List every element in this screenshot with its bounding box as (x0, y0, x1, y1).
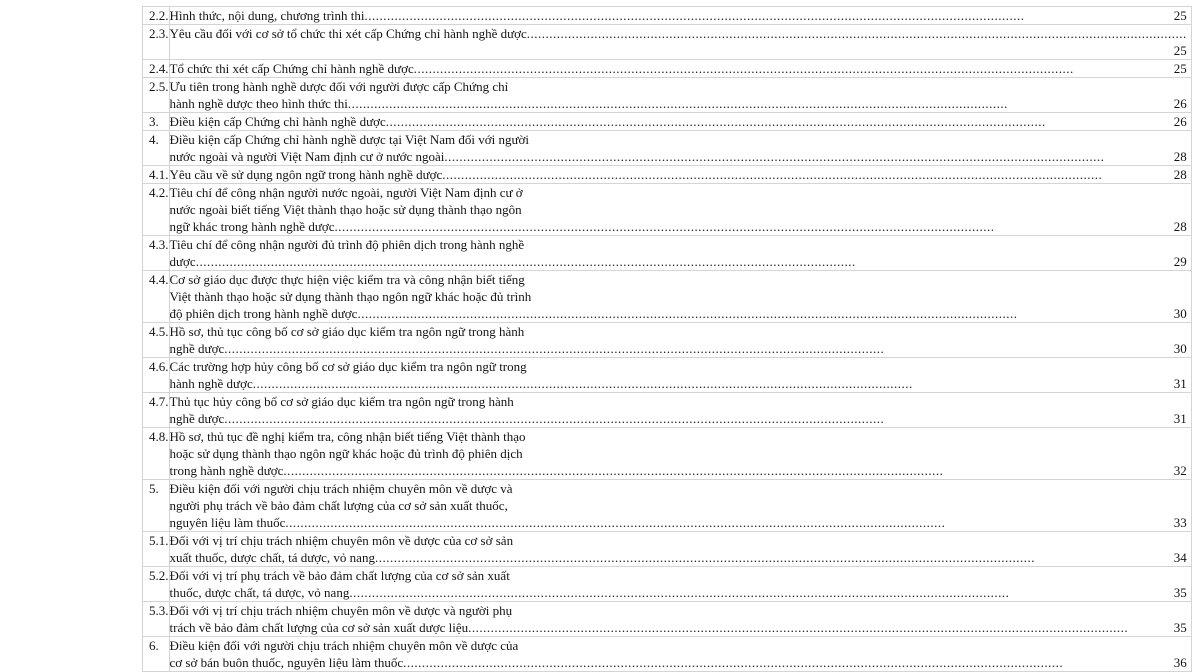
toc-entry-title: Hồ sơ, thủ tục đề nghị kiểm tra, công nhận biết tiếng Việt thành thạo (169, 429, 526, 444)
toc-entry-number: 4.4. (143, 271, 170, 323)
toc-page-number: 30 (1173, 341, 1187, 356)
toc-page-number: 31 (1173, 411, 1187, 426)
toc-entry-title: Hình thức, nội dung, chương trình thi (169, 8, 365, 23)
toc-entry-title: Thủ tục hủy công bố cơ sở giáo dục kiểm tra ngôn ngữ trong hành (169, 394, 514, 409)
toc-entry-number: 5. (143, 480, 170, 532)
toc-row (143, 60, 1192, 78)
dot-leader (285, 514, 1172, 531)
dot-leader (468, 619, 1173, 636)
toc-entry-title: người phụ trách về bảo đảm chất lượng của cơ sở sản xuất thuốc, (169, 498, 508, 513)
toc-entry-number: 3. (143, 113, 170, 131)
toc-entry-title: Đối với vị trí chịu trách nhiệm chuyên môn về dược và người phụ (169, 603, 513, 618)
toc-entry-number: 2.5. (143, 78, 170, 113)
toc-entry-cell (169, 236, 1191, 271)
dot-leader (444, 148, 1172, 165)
toc-page-number: 25 (1173, 43, 1187, 58)
toc-entry-line (170, 340, 1187, 357)
toc-entry-title: trong hành nghề dược (169, 463, 284, 478)
toc-row (143, 323, 1192, 358)
toc-entry-title: xuất thuốc, dược chất, tá dược, vỏ nang (169, 550, 375, 565)
toc-row (143, 428, 1192, 480)
toc-entry-line (170, 462, 1187, 479)
toc-entry-line (170, 218, 1187, 235)
toc-entry-cell (169, 637, 1191, 672)
toc-entry-cell (169, 602, 1191, 637)
toc-entry-line (170, 60, 1187, 77)
toc-row (143, 236, 1192, 271)
toc-entry-line (170, 549, 1187, 566)
toc-entry-title: Điều kiện đối với người chịu trách nhiệm chuyên môn về dược của (169, 638, 519, 653)
toc-entry-title: hành nghề dược (169, 376, 253, 391)
dot-leader (442, 166, 1173, 183)
toc-entry-title: Điều kiện đối với người chịu trách nhiệm chuyên môn về dược và (169, 481, 513, 496)
toc-entry-title: trách về bảo đảm chất lượng của cơ sở sản xuất dược liệu (169, 620, 469, 635)
toc-entry-number: 4.3. (143, 236, 170, 271)
toc-entry-cell (169, 358, 1191, 393)
toc-entry-title: độ phiên dịch trong hành nghề dược (169, 306, 358, 321)
toc-entry-number: 2.4. (143, 60, 170, 78)
toc-row (143, 602, 1192, 637)
toc-entry-title: Cơ sở giáo dục được thực hiện việc kiểm tra và công nhận biết tiếng (169, 272, 525, 287)
toc-entry-title: thuốc, dược chất, tá dược, vỏ nang (169, 585, 350, 600)
dot-leader (348, 95, 1173, 112)
toc-entry-title: nước ngoài và người Việt Nam định cư ở nước ngoài (169, 149, 445, 164)
toc-entry-cell (169, 25, 1191, 60)
toc-entry-number: 4. (143, 131, 170, 166)
toc-row (143, 166, 1192, 184)
toc-entry-cell (169, 131, 1191, 166)
toc-entry-title: cơ sở bán buôn thuốc, nguyên liệu làm thuốc (169, 655, 404, 670)
toc-entry-line (170, 619, 1187, 636)
dot-leader (224, 410, 1173, 427)
toc-row (143, 480, 1192, 532)
toc-entry-cell (169, 184, 1191, 236)
dot-leader (335, 218, 1173, 235)
toc-page-number: 30 (1173, 306, 1187, 321)
toc-entry-title: Các trường hợp hủy công bố cơ sở giáo dục kiểm tra ngôn ngữ trong (169, 359, 527, 374)
toc-page-number: 32 (1173, 463, 1187, 478)
dot-leader (196, 253, 1173, 270)
toc-entry-title: Đối với vị trí chịu trách nhiệm chuyên môn về dược của cơ sở sản (169, 533, 514, 548)
toc-entry-cell (169, 7, 1191, 25)
toc-entry-cell (169, 428, 1191, 480)
toc-entry-number: 5.2. (143, 567, 170, 602)
toc-entry-title: nước ngoài biết tiếng Việt thành thạo hoặc sử dụng thành thạo ngôn (169, 202, 522, 217)
toc-entry-title: Điều kiện cấp Chứng chỉ hành nghề dược (169, 114, 386, 129)
toc-entry-title: hoặc sử dụng thành thạo ngôn ngữ khác hoặc đủ trình độ phiên dịch (169, 446, 523, 461)
toc-entry-line (170, 253, 1187, 270)
toc-entry-title: Đối với vị trí phụ trách về bảo đảm chất lượng của cơ sở sản xuất (169, 568, 510, 583)
toc-entry-number: 2.2. (143, 7, 170, 25)
toc-entry-line (170, 113, 1187, 130)
dot-leader (224, 340, 1173, 357)
toc-body (143, 7, 1192, 672)
toc-entry-cell (169, 113, 1191, 131)
toc-entry-line (170, 375, 1187, 392)
toc-entry-number: 6. (143, 637, 170, 672)
toc-entry-line (170, 305, 1187, 322)
toc-row (143, 25, 1192, 60)
toc-row (143, 7, 1192, 25)
toc-entry-title: Hồ sơ, thủ tục công bố cơ sở giáo dục kiểm tra ngôn ngữ trong hành (169, 324, 525, 339)
toc-entry-line (170, 410, 1187, 427)
toc-entry-cell (169, 567, 1191, 602)
toc-row (143, 567, 1192, 602)
dot-leader (349, 584, 1172, 601)
toc-entry-title: Tiêu chí để công nhận người đủ trình độ phiên dịch trong hành nghề (169, 237, 525, 252)
toc-entry-cell (169, 78, 1191, 113)
toc-page-number: 25 (1173, 61, 1187, 76)
toc-page-number: 35 (1173, 620, 1187, 635)
toc-entry-line (170, 7, 1187, 24)
table-of-contents (142, 6, 1192, 672)
toc-entry-title: dược (169, 254, 196, 269)
dot-leader (375, 549, 1173, 566)
dot-leader (527, 25, 1187, 42)
toc-entry-number: 4.8. (143, 428, 170, 480)
toc-page-number: 28 (1173, 167, 1187, 182)
toc-entry-cell (169, 532, 1191, 567)
toc-page-number: 26 (1173, 114, 1187, 129)
toc-page-number: 34 (1173, 550, 1187, 565)
toc-entry-line (170, 95, 1187, 112)
toc-entry-cell (169, 323, 1191, 358)
toc-entry-line (170, 166, 1187, 183)
toc-row (143, 271, 1192, 323)
toc-entry-title: nghề dược (169, 411, 225, 426)
toc-entry-number: 2.3. (143, 25, 170, 60)
toc-entry-cell (169, 166, 1191, 184)
toc-entry-title: nghề dược (169, 341, 225, 356)
toc-entry-number: 5.3. (143, 602, 170, 637)
toc-entry-cell (169, 480, 1191, 532)
dot-leader (253, 375, 1173, 392)
toc-page-number: 25 (1173, 8, 1187, 23)
toc-entry-cell (169, 393, 1191, 428)
toc-page-number: 31 (1173, 376, 1187, 391)
dot-leader (283, 462, 1172, 479)
toc-entry-number: 4.1. (143, 166, 170, 184)
toc-page-number: 33 (1173, 515, 1187, 530)
toc-entry-number: 4.7. (143, 393, 170, 428)
toc-entry-title: Yêu cầu về sử dụng ngôn ngữ trong hành nghề dược (169, 167, 443, 182)
toc-entry-line (170, 25, 1187, 42)
toc-entry-number: 4.5. (143, 323, 170, 358)
toc-row (143, 113, 1192, 131)
toc-entry-title: Điều kiện cấp Chứng chỉ hành nghề dược tại Việt Nam đối với người (169, 132, 530, 147)
toc-entry-line (170, 148, 1187, 165)
toc-entry-cell (169, 60, 1191, 78)
toc-page-number: 28 (1173, 149, 1187, 164)
toc-row (143, 358, 1192, 393)
toc-entry-title: hành nghề dược theo hình thức thi (169, 96, 348, 111)
toc-entry-line (170, 584, 1187, 601)
dot-leader (386, 113, 1173, 130)
toc-entry-line (170, 514, 1187, 531)
toc-entry-title: Tổ chức thi xét cấp Chứng chỉ hành nghề dược (169, 61, 414, 76)
toc-entry-cell (169, 271, 1191, 323)
toc-row (143, 131, 1192, 166)
toc-entry-number: 4.2. (143, 184, 170, 236)
toc-row (143, 532, 1192, 567)
dot-leader (357, 305, 1172, 322)
toc-entry-number: 5.1. (143, 532, 170, 567)
toc-page-number: 29 (1173, 254, 1187, 269)
toc-row (143, 78, 1192, 113)
toc-row (143, 184, 1192, 236)
toc-entry-title: Yêu cầu đối với cơ sở tổ chức thi xét cấp Chứng chỉ hành nghề dược (169, 26, 527, 41)
toc-entry-title: Việt thành thạo hoặc sử dụng thành thạo ngôn ngữ khác hoặc đủ trình (169, 289, 532, 304)
toc-page-number: 36 (1173, 655, 1187, 670)
toc-entry-title: Ưu tiên trong hành nghề dược đối với người được cấp Chứng chỉ (169, 79, 509, 94)
toc-row (143, 637, 1192, 672)
toc-entry-title: ngữ khác trong hành nghề dược (169, 219, 335, 234)
dot-leader (414, 60, 1173, 77)
dot-leader (403, 654, 1173, 671)
dot-leader (365, 7, 1173, 24)
toc-entry-line (170, 654, 1187, 671)
toc-row (143, 393, 1192, 428)
toc-entry-title: Tiêu chí để công nhận người nước ngoài, người Việt Nam định cư ở (169, 185, 523, 200)
toc-entry-title: nguyên liệu làm thuốc (169, 515, 286, 530)
toc-page-number: 26 (1173, 96, 1187, 111)
toc-page-number: 28 (1173, 219, 1187, 234)
toc-entry-number: 4.6. (143, 358, 170, 393)
toc-page-number: 35 (1173, 585, 1187, 600)
